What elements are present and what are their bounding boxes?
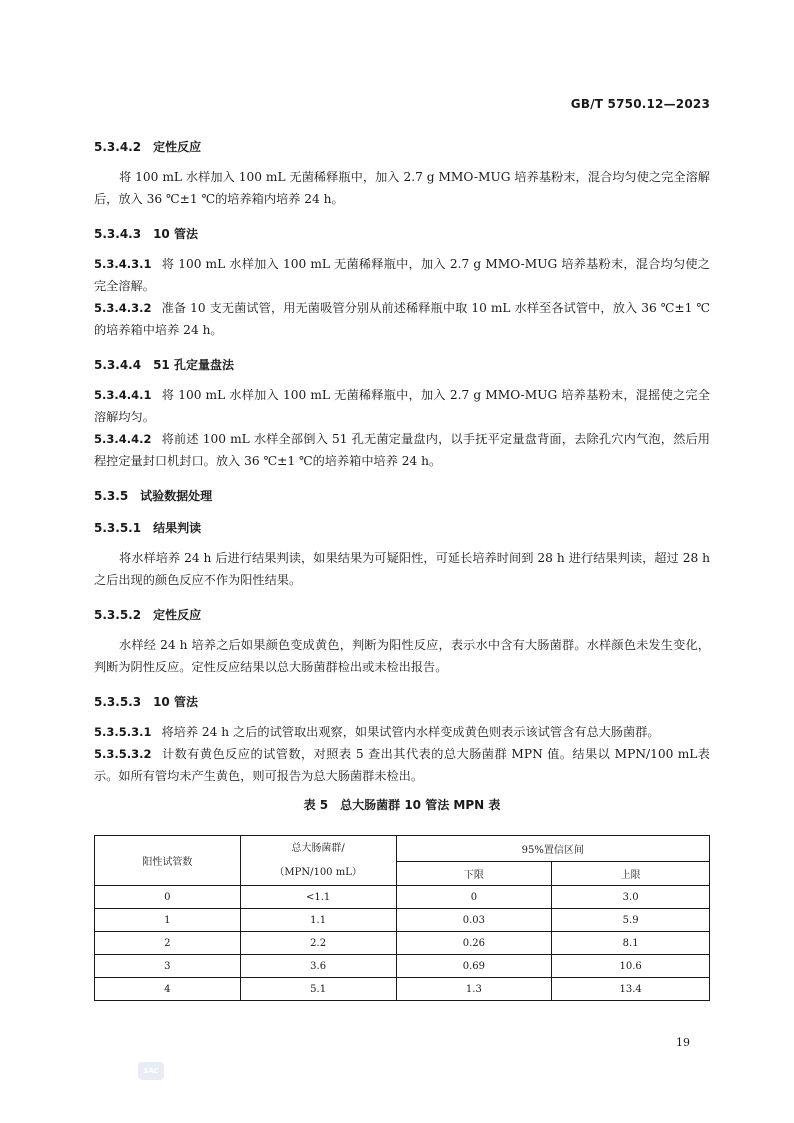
clause-number: 5.3.4.3.1 [94, 257, 152, 271]
clause-text: 准备 10 支无菌试管，用无菌吸管分别从前述稀释瓶中取 10 mL 水样至各试管中，放入 36 ℃±1 ℃的培养箱中培养 24 h。 [94, 301, 710, 337]
clause-number: 5.3.5.3.2 [94, 747, 152, 761]
heading-title: 结果判读 [153, 521, 202, 535]
table-caption [94, 796, 710, 813]
clause-text: 将培养 24 h 之后的试管取出观察，如果试管内水样变成黄色则表示该试管含有总大肠菌群。 [161, 725, 660, 739]
table-row [95, 955, 710, 978]
table-caption-title: 总大肠菌群 10 管法 MPN 表 [340, 798, 501, 812]
clause-text: 将 100 mL 水样加入 100 mL 无菌稀释瓶中，加入 2.7 g MMO-MUG 培养基粉末，混合均匀使之完全溶解。 [94, 257, 710, 293]
cell-lower: 0.03 [396, 909, 552, 932]
clause-text: 计数有黄色反应的试管数，对照表 5 查出其代表的总大肠菌群 MPN 值。结果以 MPN/100 mL表示。如所有管均未产生黄色，则可报告为总大肠菌群未检出。 [94, 747, 710, 783]
paragraph: 将 100 mL 水样加入 100 mL 无菌稀释瓶中，加入 2.7 g MMO-MUG 培养基粉末，混合均匀使之完全溶解后，放入 36 ℃±1 ℃的培养箱内培养 24 h。 [94, 170, 710, 206]
clause-number: 5.3.4.3.2 [94, 301, 152, 315]
clause-text: 将 100 mL 水样加入 100 mL 无菌稀释瓶中，加入 2.7 g MMO-MUG 培养基粉末，混摇使之完全溶解均匀。 [94, 388, 710, 424]
table-caption-number: 表 5 [303, 798, 329, 812]
clause-item [94, 428, 710, 472]
header-upper-limit: 上限 [552, 862, 710, 886]
cell-upper: 3.0 [552, 886, 710, 909]
heading-title: 10 管法 [153, 227, 198, 241]
cell-lower: 0 [396, 886, 552, 909]
heading-number: 5.3.5 [94, 489, 129, 503]
cell-lower: 1.3 [396, 978, 552, 1001]
heading-number: 5.3.5.1 [94, 521, 142, 535]
table-row [95, 909, 710, 932]
page-number: 19 [676, 1036, 690, 1049]
cell-mpn: <1.1 [240, 886, 396, 909]
cell-upper: 5.9 [552, 909, 710, 932]
heading-number: 5.3.4.3 [94, 227, 142, 241]
clause-item [94, 297, 710, 341]
clause-item [94, 743, 710, 787]
table-row [95, 932, 710, 955]
paragraph: 将水样培养 24 h 后进行结果判读，如果结果为可疑阳性，可延长培养时间到 28 h 进行结果判读，超过 28 h 之后出现的颜色反应不作为阳性结果。 [94, 551, 710, 587]
header-mpn-line2: （MPN/100 mL） [274, 866, 362, 878]
section-heading [94, 487, 710, 504]
cell-lower: 0.26 [396, 932, 552, 955]
cell-mpn: 3.6 [240, 955, 396, 978]
header-mpn [240, 836, 396, 886]
clause-item [94, 384, 710, 428]
cell-mpn: 5.1 [240, 978, 396, 1001]
standard-number: GB/T 5750.12—2023 [570, 97, 710, 111]
header-positive-tubes: 阳性试管数 [95, 836, 241, 886]
heading-number: 5.3.4.2 [94, 140, 142, 154]
cell-upper: 13.4 [552, 978, 710, 1001]
mpn-table [94, 835, 710, 1001]
clause-number: 5.3.4.4.2 [94, 432, 152, 446]
section-heading [94, 225, 710, 242]
cell-mpn: 2.2 [240, 932, 396, 955]
heading-title: 10 管法 [153, 695, 198, 709]
cell-lower: 0.69 [396, 955, 552, 978]
heading-number: 5.3.4.4 [94, 358, 142, 372]
heading-number: 5.3.5.2 [94, 608, 142, 622]
clause-item [94, 721, 710, 743]
clause-number: 5.3.4.4.1 [94, 388, 152, 402]
heading-title: 试验数据处理 [140, 489, 213, 503]
section-heading [94, 356, 710, 373]
cell-positive: 0 [95, 886, 241, 909]
heading-title: 定性反应 [153, 140, 202, 154]
clause-text: 将前述 100 mL 水样全部倒入 51 孔无菌定量盘内，以手抚平定量盘背面，去除孔穴内气泡，然后用程控定量封口机封口。放入 36 ℃±1 ℃的培养箱中培养 24 h。 [94, 432, 710, 468]
section-heading [94, 138, 710, 155]
heading-number: 5.3.5.3 [94, 695, 142, 709]
cell-positive: 4 [95, 978, 241, 1001]
cell-upper: 10.6 [552, 955, 710, 978]
section-heading [94, 606, 710, 623]
clause-item [94, 253, 710, 297]
clause-number: 5.3.5.3.1 [94, 725, 152, 739]
heading-title: 51 孔定量盘法 [153, 358, 234, 372]
paragraph: 水样经 24 h 培养之后如果颜色变成黄色，判断为阳性反应，表示水中含有大肠菌群。水样颜色未发生变化，判断为阴性反应。定性反应结果以总大肠菌群检出或未检出报告。 [94, 638, 710, 674]
section-heading [94, 693, 710, 710]
section-heading [94, 519, 710, 536]
cell-positive: 2 [95, 932, 241, 955]
cell-upper: 8.1 [552, 932, 710, 955]
table-row [95, 978, 710, 1001]
header-lower-limit: 下限 [396, 862, 552, 886]
header-confidence-interval: 95%置信区间 [396, 836, 709, 862]
header-mpn-line1: 总大肠菌群/ [291, 842, 345, 854]
sac-logo: SAC [138, 1062, 164, 1080]
table-row [95, 886, 710, 909]
cell-positive: 1 [95, 909, 241, 932]
cell-mpn: 1.1 [240, 909, 396, 932]
document-body [94, 138, 710, 813]
cell-positive: 3 [95, 955, 241, 978]
heading-title: 定性反应 [153, 608, 202, 622]
